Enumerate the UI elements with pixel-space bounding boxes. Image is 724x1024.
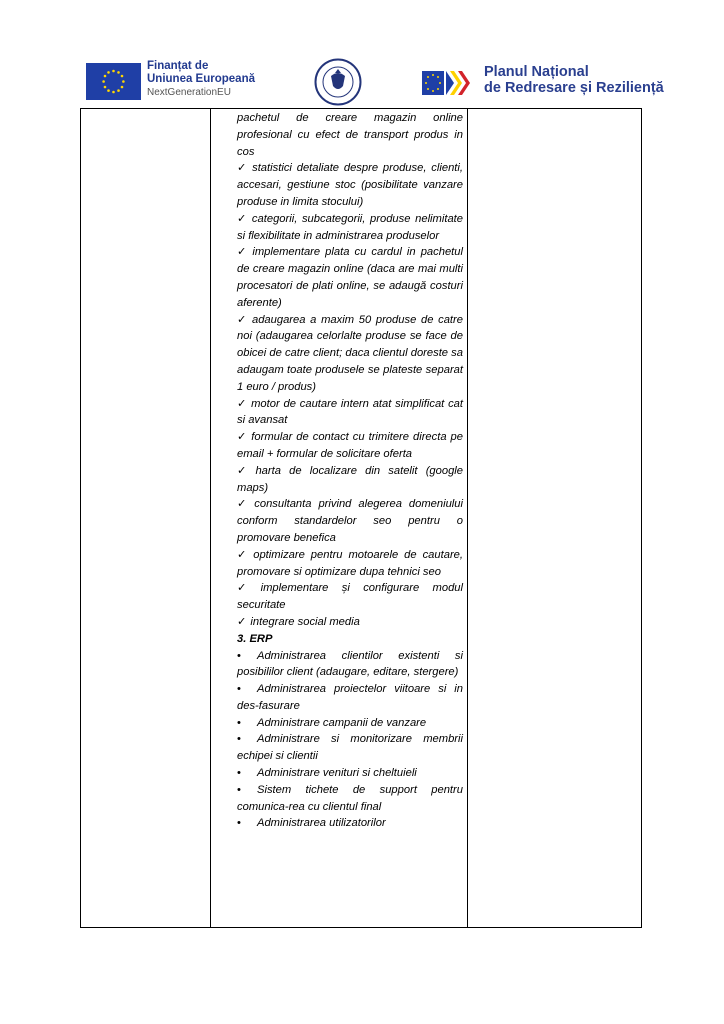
section-heading: 3. ERP — [237, 632, 273, 645]
bullet-item — [237, 731, 463, 765]
check-item — [237, 160, 463, 210]
check-item-text: implementare plata cu cardul in pachetul de creare magazin online (daca are mai multi procesatori de plati online, se adaugă costuri aferente) — [237, 246, 464, 309]
column-divider — [210, 109, 211, 927]
bullet-item — [237, 782, 463, 816]
check-item-text: harta de localizare din satelit (google maps) — [237, 464, 464, 494]
pnrr-logo-icon — [422, 68, 478, 98]
checkmark-icon: ✓ — [237, 582, 257, 595]
check-item-text: integrare social media — [250, 615, 360, 628]
bullet-item — [237, 648, 463, 682]
check-item — [237, 614, 463, 631]
bullet-item — [237, 765, 463, 782]
bullet-icon: • — [237, 733, 241, 746]
check-item-text: implementare și configurare modul securitate — [237, 582, 463, 612]
check-item — [237, 211, 463, 245]
check-item-text: categorii, subcategorii, produse nelimitate si flexibilitate in administrarea produselor — [237, 212, 463, 242]
table-cell-description — [237, 110, 463, 832]
checkmark-icon: ✓ — [237, 397, 248, 410]
bullet-item-text: Administrare venituri si cheltuieli — [257, 767, 417, 780]
bullet-icon: • — [237, 767, 241, 780]
column-divider — [467, 109, 468, 927]
check-item-text: statistici detaliate despre produse, clienti, accesari, gestiune stoc (posibilitate vanzare produse in limita stocului) — [237, 162, 463, 208]
checkmark-icon: ✓ — [237, 212, 248, 225]
bullet-icon: • — [237, 649, 241, 662]
check-item-text: motor de cautare intern atat simplificat cat si avansat — [237, 397, 464, 427]
government-seal-icon — [314, 58, 362, 106]
eu-flag-icon — [86, 63, 141, 100]
pnrr-line-2: de Redresare și Reziliență — [484, 80, 664, 96]
bullet-icon: • — [237, 783, 241, 796]
bullet-icon: • — [237, 716, 241, 729]
eu-line-1: Finanțat de — [147, 60, 209, 72]
eu-funding-label — [147, 60, 255, 99]
bullet-item-text: Administrare si monitorizare membrii echipei si clientii — [237, 733, 463, 763]
bullet-item-text: Administrarea clientilor existenti si posibililor client (adaugare, editare, stergere) — [237, 649, 463, 679]
check-item — [237, 312, 463, 396]
check-item — [237, 396, 463, 430]
eu-line-3: NextGenerationEU — [147, 87, 231, 98]
bullet-item — [237, 715, 463, 732]
checkmark-icon: ✓ — [237, 313, 248, 326]
pnrr-label — [484, 64, 664, 96]
check-item-text: optimizare pentru motoarele de cautare, promovare si optimizare dupa tehnici seo — [237, 548, 463, 578]
bullet-item-text: Administrarea proiectelor viitoare si in des-fasurare — [237, 683, 463, 712]
pnrr-line-1: Planul Național — [484, 64, 589, 80]
bullet-item — [237, 815, 463, 832]
checkmark-icon: ✓ — [237, 464, 252, 477]
checkmark-icon: ✓ — [237, 498, 251, 511]
bullet-item-text: Sistem tichete de support pentru comunica-rea cu clientul final — [237, 783, 463, 813]
bullet-icon: • — [237, 683, 241, 696]
bullet-item — [237, 681, 463, 715]
bullet-item-text: Administrarea utilizatorilor — [257, 817, 386, 830]
check-item — [237, 580, 463, 614]
checkmark-icon: ✓ — [237, 162, 249, 175]
check-item — [237, 496, 463, 546]
check-item — [237, 463, 463, 497]
checkmark-icon: ✓ — [237, 246, 249, 259]
checkmark-icon: ✓ — [237, 615, 247, 628]
check-item-text: adaugarea a maxim 50 produse de catre noi (adaugarea celorlalte produse se face de obicei de catre client; daca clientul doreste sa adaugam toate produsele se plateste separat 1 euro / produs) — [237, 313, 463, 393]
checkmark-icon: ✓ — [237, 431, 248, 444]
eu-line-2: Uniunea Europeană — [147, 73, 255, 85]
check-item — [237, 547, 463, 581]
check-item — [237, 244, 463, 311]
page-header — [0, 58, 724, 108]
check-item — [237, 429, 463, 463]
check-item-text: consultanta privind alegerea domeniului conform standardelor seo pentru o promovare benefica — [237, 498, 464, 544]
checkmark-icon: ✓ — [237, 548, 250, 561]
bullet-icon: • — [237, 817, 241, 830]
check-item-text: formular de contact cu trimitere directa pe email + formular de solicitare oferta — [237, 431, 464, 460]
bullet-item-text: Administrare campanii de vanzare — [257, 716, 427, 729]
paragraph-lead: pachetul de creare magazin online profesional cu efect de transport produs in cos — [237, 112, 463, 158]
